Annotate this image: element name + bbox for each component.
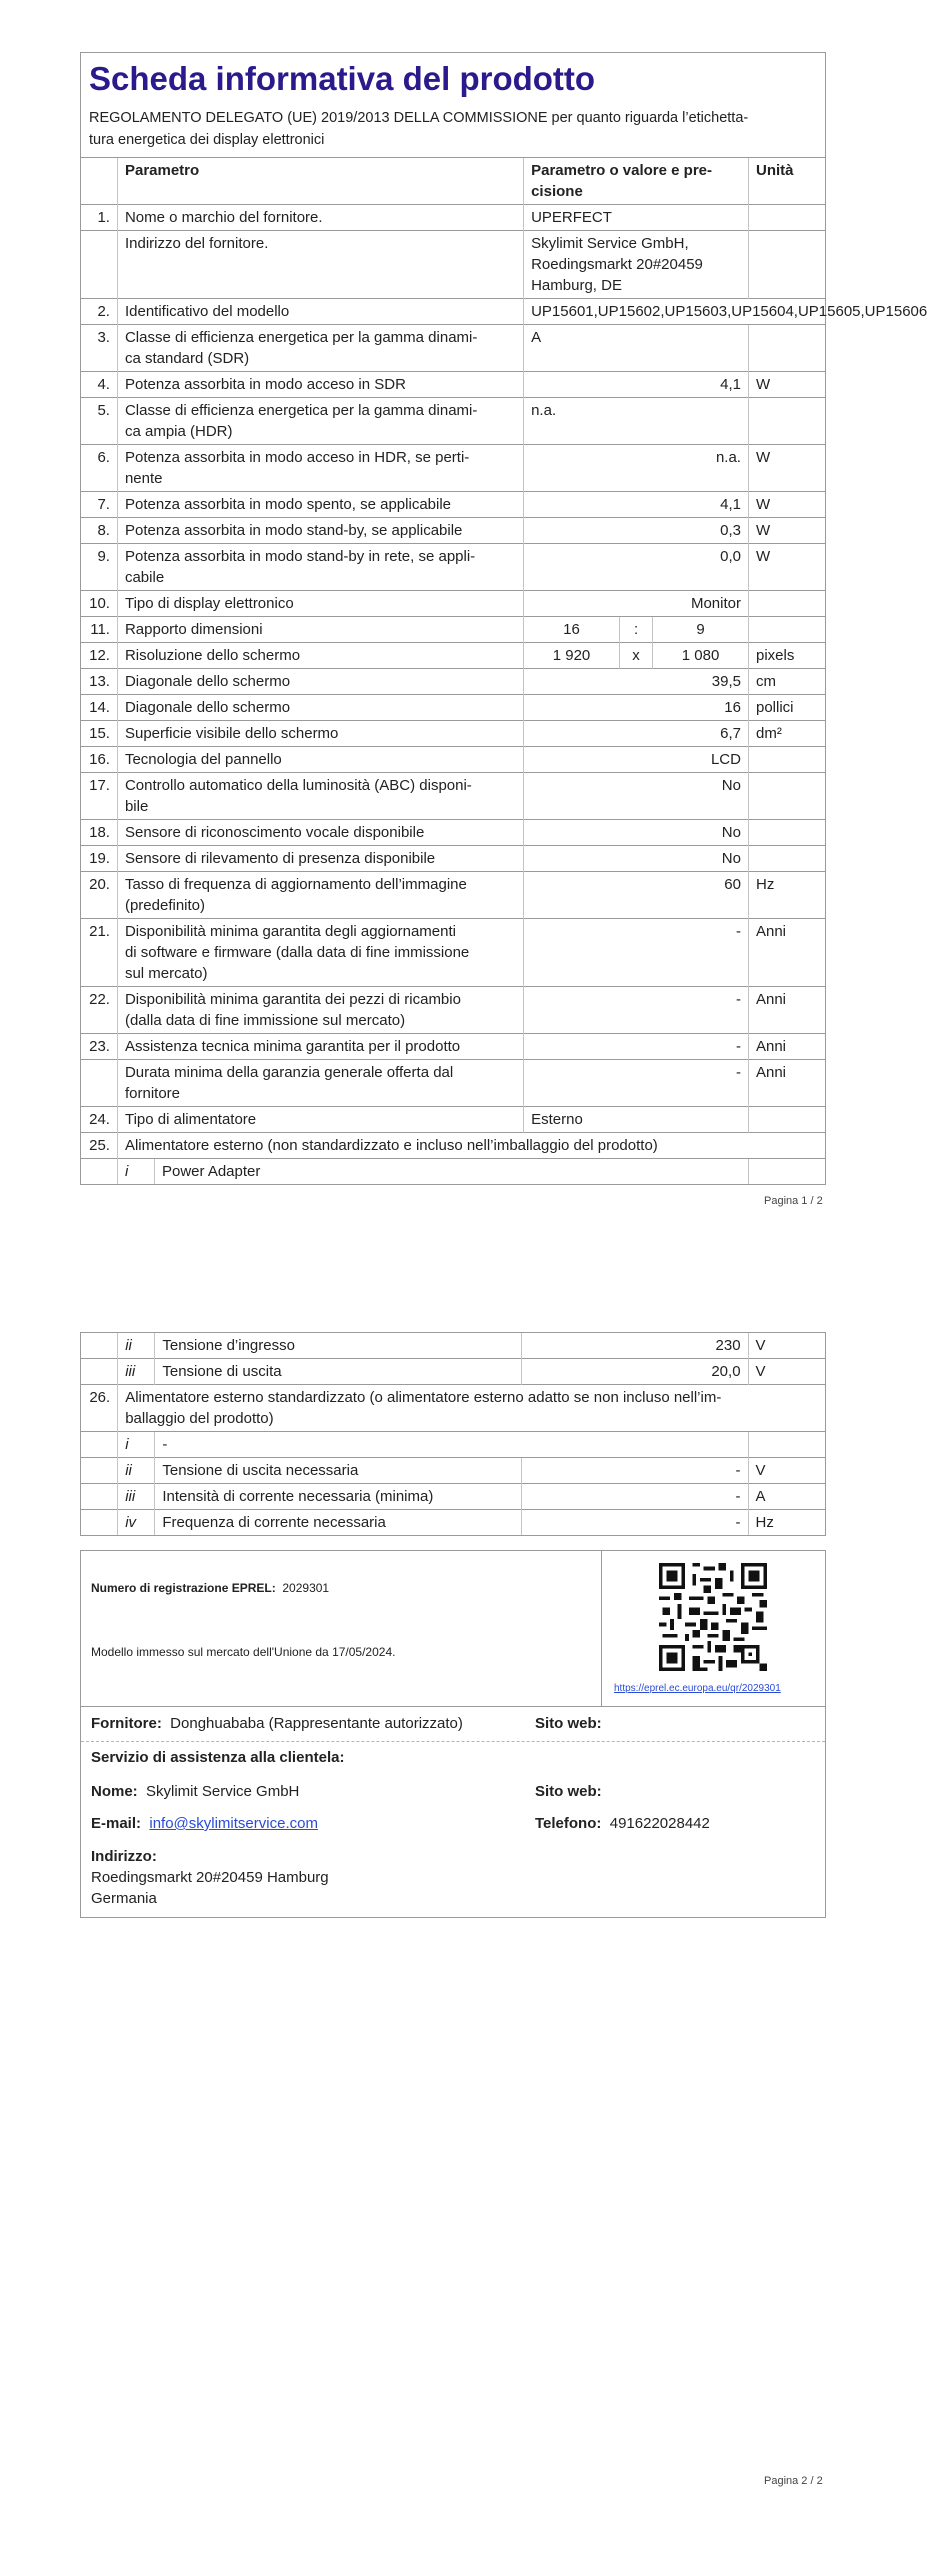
header-param: Parametro	[117, 158, 523, 205]
table-row: 8. Potenza assorbita in modo stand-by, se applicabile 0,3 W	[81, 518, 825, 544]
table-header-row	[81, 158, 825, 205]
table-row: 14. Diagonale dello schermo 16 pollici	[81, 695, 825, 721]
table-row: 18. Sensore di riconoscimento vocale disponibile No	[81, 820, 825, 846]
service-email: E-mail: info@skylimitservice.com	[91, 1815, 318, 1832]
table-row: 2. Identificativo del modello UP15601,UP15602,UP15603,UP15604,UP15605,UP15606	[81, 299, 825, 325]
service-website-label: Sito web:	[535, 1783, 602, 1800]
table-row: 6. Potenza assorbita in modo acceso in HDR, se perti- nente n.a. W	[81, 445, 825, 492]
table-row: iii Tensione di uscita 20,0 V	[81, 1359, 825, 1385]
page-title: Scheda informativa del prodotto	[89, 60, 596, 97]
table-row: ii Tensione di uscita necessaria - V	[81, 1458, 825, 1484]
service-name: Nome: Skylimit Service GmbH	[91, 1783, 300, 1800]
model-identifier: UP15601,UP15602,UP15603,UP15604,UP15605,UP15606	[524, 299, 825, 325]
email-link[interactable]: info@skylimitservice.com	[149, 1815, 318, 1832]
product-sheet-page-1	[80, 52, 927, 1185]
qr-cell	[601, 1551, 824, 1706]
supplier-website-label: Sito web:	[535, 1715, 602, 1732]
regulation-subtitle: REGOLAMENTO DELEGATO (UE) 2019/2013 DELLA COMMISSIONE per quanto riguarda l’etichetta- tura energetica dei display elettronici	[89, 110, 749, 148]
header-unit: Unità	[748, 158, 825, 205]
header-value: Parametro o valore e pre- cisione	[524, 158, 749, 205]
address-line-1: Roedingsmarkt 20#20459 Hamburg	[91, 1869, 329, 1886]
table-row: 11. Rapporto dimensioni 16 : 9	[81, 617, 825, 643]
supplier: Fornitore: Donghuababa (Rappresentante autorizzato)	[91, 1715, 463, 1732]
page-number-2: Pagina 2 / 2	[764, 2475, 823, 2487]
table-row: 21. Disponibilità minima garantita degli aggiornamenti di software e firmware (dalla data di fine immissione sul mercato) - Anni	[81, 919, 825, 987]
eprel-qr-link[interactable]: https://eprel.ec.europa.eu/qr/2029301	[614, 1683, 781, 1694]
table-row: ii Tensione d’ingresso 230 V	[81, 1333, 825, 1359]
table-row: 12. Risoluzione dello schermo 1 920 x 1 080 pixels	[81, 643, 825, 669]
address-line-2: Germania	[91, 1890, 157, 1907]
customer-service-heading: Servizio di assistenza alla clientela:	[91, 1749, 345, 1766]
table-row: 24. Tipo di alimentatore Esterno	[81, 1107, 825, 1133]
qr-code-icon[interactable]	[659, 1563, 767, 1671]
table-row: 26. Alimentatore esterno standardizzato (o alimentatore esterno adatto se non incluso nell’im- ballaggio del prodotto)	[81, 1385, 825, 1432]
table-row: 19. Sensore di rilevamento di presenza disponibile No	[81, 846, 825, 872]
table-row: Indirizzo del fornitore. Skylimit Service GmbH, Roedingsmarkt 20#20459 Hamburg, DE	[81, 231, 825, 299]
table-row: i Power Adapter	[81, 1159, 825, 1185]
table-row: iv Frequenza di corrente necessaria - Hz	[81, 1510, 825, 1536]
product-sheet-page-2	[80, 1332, 826, 1536]
table-row: 3. Classe di efficienza energetica per la gamma dinami- ca standard (SDR) A	[81, 325, 825, 372]
spec-table-continued	[81, 1332, 825, 1535]
table-row: 4. Potenza assorbita in modo acceso in SDR 4,1 W	[81, 372, 825, 398]
service-phone: Telefono: 491622028442	[535, 1815, 710, 1832]
market-placement-text: Modello immesso sul mercato dell'Unione da 17/05/2024.	[91, 1645, 396, 1659]
spec-table	[81, 157, 927, 1184]
table-row: i -	[81, 1432, 825, 1458]
table-row: 17. Controllo automatico della luminosità (ABC) disponi- bile No	[81, 773, 825, 820]
table-row: 10. Tipo di display elettronico Monitor	[81, 591, 825, 617]
table-row: 13. Diagonale dello schermo 39,5 cm	[81, 669, 825, 695]
table-row: 5. Classe di efficienza energetica per la gamma dinami- ca ampia (HDR) n.a.	[81, 398, 825, 445]
table-row: 25. Alimentatore esterno (non standardizzato e incluso nell’imballaggio del prodotto)	[81, 1133, 825, 1159]
page-number-1: Pagina 1 / 2	[764, 1195, 823, 1207]
eprel-supplier-box	[80, 1550, 826, 1918]
table-row: Durata minima della garanzia generale offerta dal fornitore - Anni	[81, 1060, 825, 1107]
eprel-registration: Numero di registrazione EPREL: 2029301	[91, 1581, 330, 1595]
table-row: iii Intensità di corrente necessaria (minima) - A	[81, 1484, 825, 1510]
table-row: 15. Superficie visibile dello schermo 6,7 dm²	[81, 721, 825, 747]
table-row: 23. Assistenza tecnica minima garantita per il prodotto - Anni	[81, 1034, 825, 1060]
table-row: 16. Tecnologia del pannello LCD	[81, 747, 825, 773]
table-row: 22. Disponibilità minima garantita dei pezzi di ricambio (dalla data di fine immissione sul mercato) - Anni	[81, 987, 825, 1034]
table-row: 7. Potenza assorbita in modo spento, se applicabile 4,1 W	[81, 492, 825, 518]
table-row: 1. Nome o marchio del fornitore. UPERFECT	[81, 205, 825, 231]
address-label: Indirizzo:	[91, 1848, 157, 1865]
table-row: 9. Potenza assorbita in modo stand-by in rete, se appli- cabile 0,0 W	[81, 544, 825, 591]
table-row: 20. Tasso di frequenza di aggiornamento dell’immagine (predefinito) 60 Hz	[81, 872, 825, 919]
